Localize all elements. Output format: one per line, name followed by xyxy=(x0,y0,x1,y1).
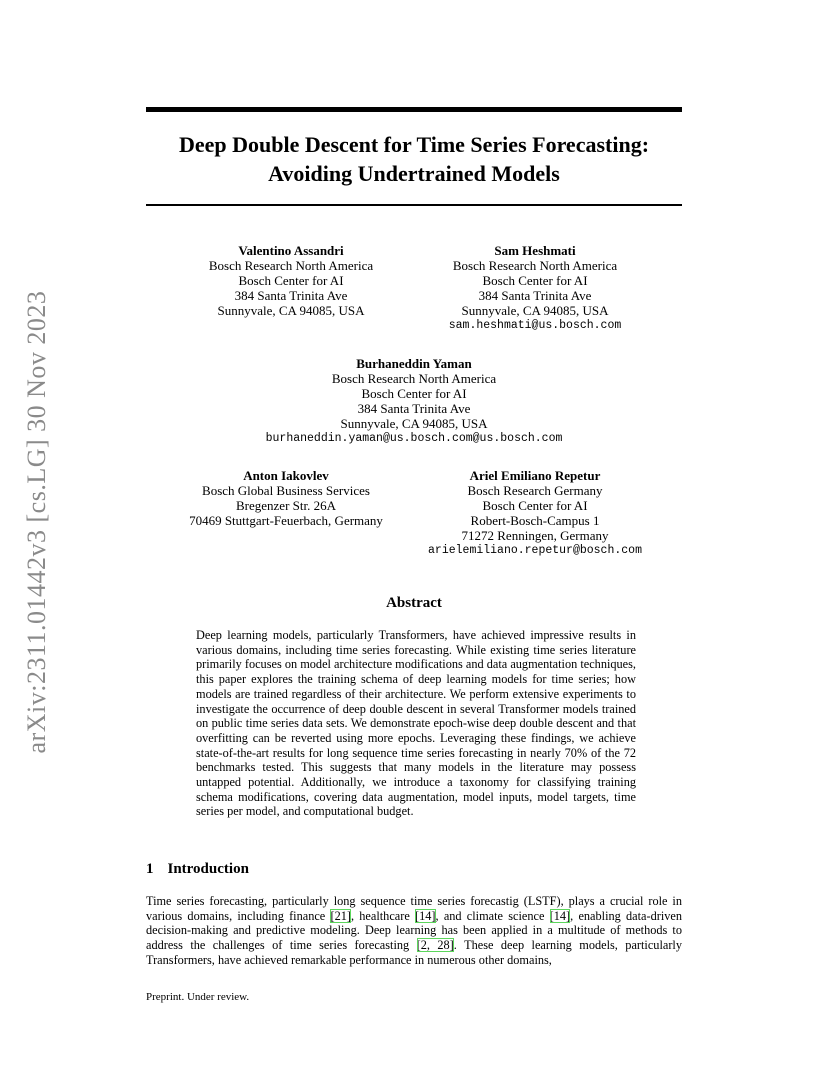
affiliation-line: 384 Santa Trinita Ave xyxy=(234,288,348,303)
arxiv-identifier: arXiv:2311.01442v3 [cs.LG] 30 Nov 2023 xyxy=(22,290,51,754)
affiliation-line: Bosch Global Business Services xyxy=(202,483,370,498)
citation-link[interactable]: [14] xyxy=(549,908,571,923)
affiliation-line: Sunnyvale, CA 94085, USA xyxy=(461,303,609,318)
affiliation-line: Bosch Research North America xyxy=(331,371,497,386)
intro-text: . These deep learning models, particularly Transformers, have achieved remarkable performance in numerous other domains, xyxy=(146,938,682,967)
affiliation-line: Sunnyvale, CA 94085, USA xyxy=(217,303,365,318)
author-block xyxy=(420,468,650,558)
title-line-2: Avoiding Undertrained Models xyxy=(268,161,560,186)
paper-title xyxy=(146,130,682,188)
affiliation-line: 384 Santa Trinita Ave xyxy=(478,288,592,303)
arxiv-identifier-sidebar xyxy=(17,284,57,760)
title-bottom-rule xyxy=(146,204,682,206)
affiliation-line: Bosch Research North America xyxy=(452,258,618,273)
author-block xyxy=(430,243,640,333)
affiliation-line: 384 Santa Trinita Ave xyxy=(357,401,471,416)
author-email[interactable]: arielemiliano.repetur@bosch.com xyxy=(428,544,642,557)
affiliation-line: Bosch Center for AI xyxy=(482,273,588,288)
affiliation-line: 71272 Renningen, Germany xyxy=(461,528,609,543)
affiliation-line: Bregenzer Str. 26A xyxy=(235,498,336,513)
section-heading xyxy=(146,861,249,878)
title-top-rule xyxy=(146,107,682,112)
affiliation-line: Bosch Research Germany xyxy=(467,483,603,498)
citation-link[interactable]: [2, 28] xyxy=(416,938,454,953)
intro-text: , healthcare xyxy=(350,908,416,923)
intro-text: , enabling data-driven decision-making and predictive modeling. Deep learning has been applied in a multitude of methods to address the challenges of time series forecasting xyxy=(146,908,682,953)
section-number: 1 xyxy=(146,861,154,877)
abstract-text: Deep learning models, particularly Transformers, have achieved impressive results in various domains, including time series forecasting. While existing time series literature primarily focuses on model architecture modifications and data augmentation techniques, this paper explores the training schema of deep learning models for time series; how models are trained regardless of their architecture. We perform extensive experiments to investigate the occurrence of deep double descent in several Transformer models trained on public time series data sets. We demonstrate epoch-wise deep double descent and that overfitting can be reverted using more epochs. Leveraging these findings, we achieve state-of-the-art results for long sequence time series forecasting in nearly 70% of the 72 benchmarks tested. This suggests that many models in the literature may possess untapped potential. Additionally, we introduce a taxonomy for classifying training schema modifications, covering data augmentation, model inputs, model targets, time series per model, and computational budget. xyxy=(196,628,636,819)
author-name: Valentino Assandri xyxy=(238,243,344,258)
author-block xyxy=(176,468,396,528)
intro-text: , and climate science xyxy=(435,908,550,923)
author-name: Burhaneddin Yaman xyxy=(356,356,472,371)
title-line-1: Deep Double Descent for Time Series Forecasting: xyxy=(178,132,650,157)
intro-text: Time series forecasting, particularly long sequence time series forecastig (LSTF), plays a crucial role in various domains, including finance xyxy=(146,894,682,923)
affiliation-line: Bosch Center for AI xyxy=(361,386,467,401)
affiliation-line: Sunnyvale, CA 94085, USA xyxy=(340,416,488,431)
affiliation-line: 70469 Stuttgart-Feuerbach, Germany xyxy=(189,513,383,528)
affiliation-line: Bosch Research North America xyxy=(208,258,374,273)
author-email[interactable]: burhaneddin.yaman@us.bosch.com@us.bosch.com xyxy=(265,432,563,445)
footer-note: Preprint. Under review. xyxy=(146,991,250,1003)
intro-paragraph xyxy=(146,894,682,968)
author-block xyxy=(186,243,396,318)
affiliation-line: Bosch Center for AI xyxy=(238,273,344,288)
abstract-heading: Abstract xyxy=(386,595,442,611)
author-name: Anton Iakovlev xyxy=(243,468,329,483)
author-email[interactable]: sam.heshmati@us.bosch.com xyxy=(448,319,622,332)
section-title: Introduction xyxy=(167,861,249,877)
author-name: Sam Heshmati xyxy=(494,243,576,258)
author-block xyxy=(244,356,584,446)
citation-link[interactable]: [14] xyxy=(415,908,436,923)
author-name: Ariel Emiliano Repetur xyxy=(469,468,601,483)
affiliation-line: Bosch Center for AI xyxy=(482,498,588,513)
affiliation-line: Robert-Bosch-Campus 1 xyxy=(470,513,600,528)
citation-link[interactable]: [21] xyxy=(330,908,351,923)
